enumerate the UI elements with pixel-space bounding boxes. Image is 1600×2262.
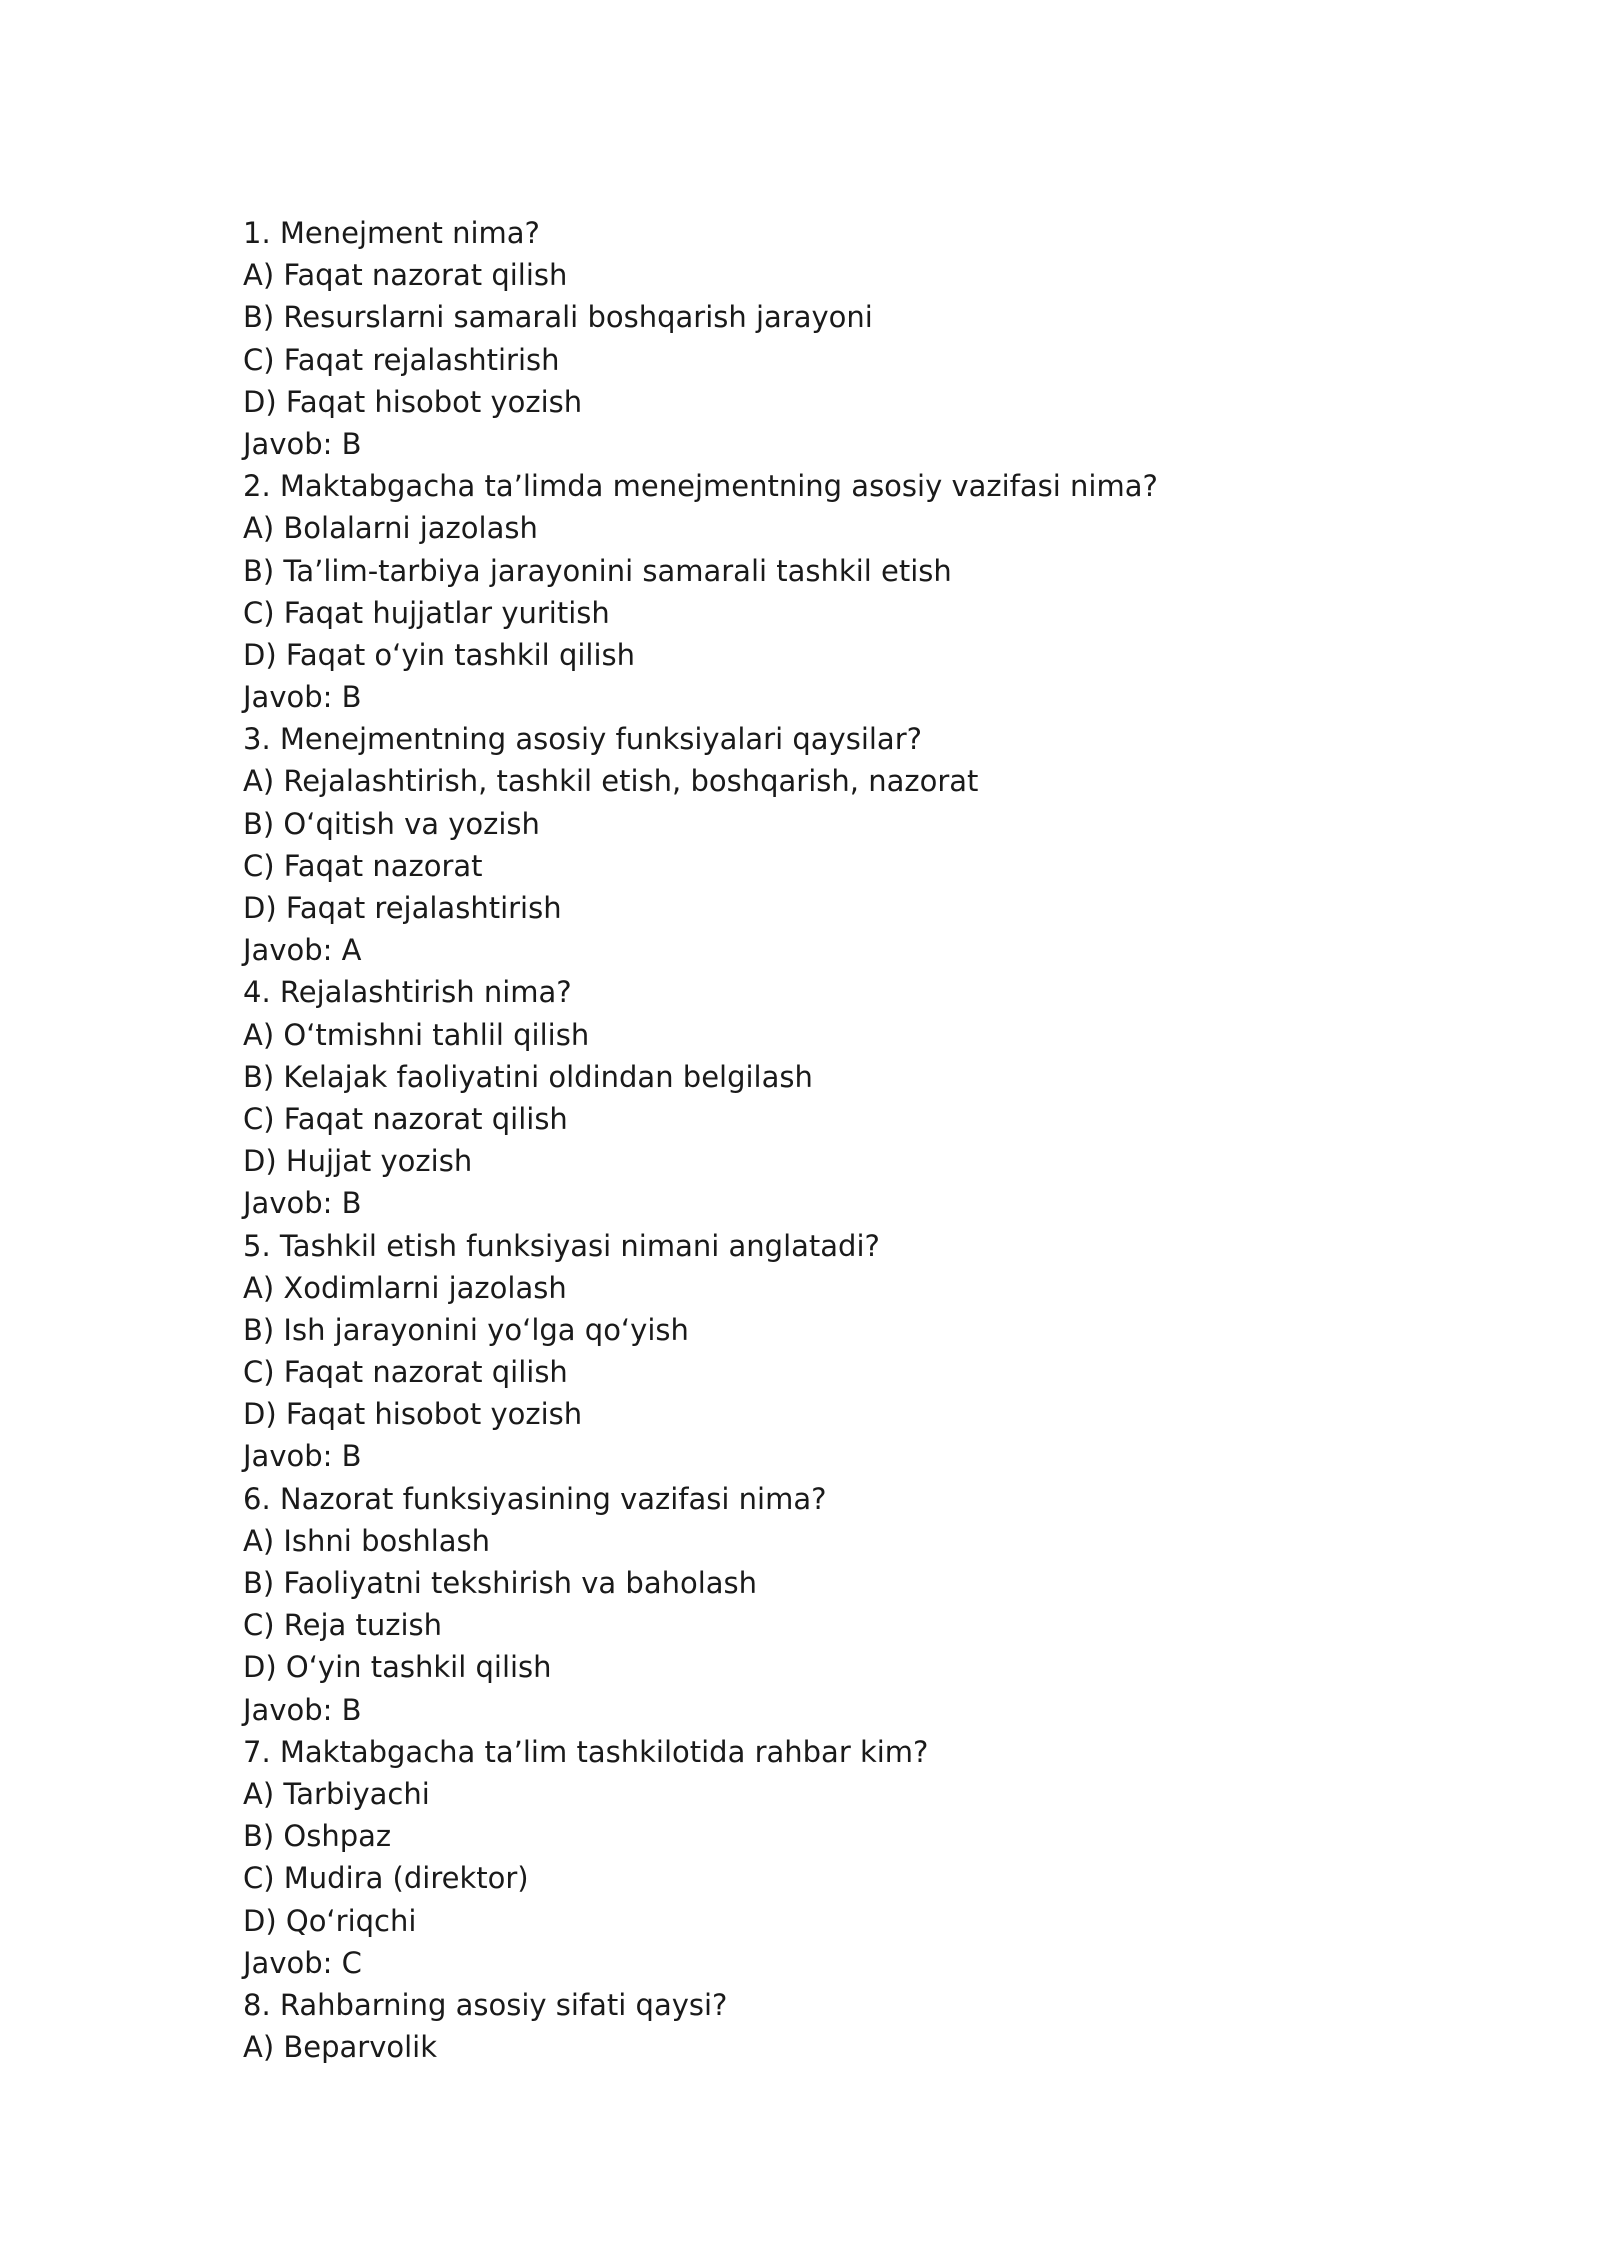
question-6-option-a: A) Ishni boshlash <box>243 1523 491 1558</box>
question-1: 1. Menejment nima? <box>243 216 540 250</box>
question-2-option-d: D) Faqat o‘yin tashkil qilish <box>243 637 636 672</box>
question-7-option-a: A) Tarbiyachi <box>243 1776 430 1811</box>
question-7-option-c: C) Mudira (direktor) <box>243 1861 529 1896</box>
question-7: 7. Maktabgacha ta’lim tashkilotida rahbar kim? <box>243 1734 929 1769</box>
question-7-option-d: D) Qo‘riqchi <box>243 1903 417 1938</box>
question-2-option-a: A) Bolalarni jazolash <box>243 511 538 546</box>
question-3-option-a: A) Rejalashtirish, tashkil etish, boshqarish, nazorat <box>243 764 979 799</box>
question-3: 3. Menejmentning asosiy funksiyalari qaysilar? <box>243 722 923 757</box>
question-3-option-d: D) Faqat rejalashtirish <box>243 891 562 925</box>
document-page <box>243 212 1443 2068</box>
question-5: 5. Tashkil etish funksiyasi nimani anglatadi? <box>243 1228 880 1263</box>
question-4-option-b: B) Kelajak faoliyatini oldindan belgilash <box>243 1059 813 1094</box>
question-2-answer: Javob: B <box>243 680 362 715</box>
question-4: 4. Rejalashtirish nima? <box>243 975 572 1010</box>
question-6-option-c: C) Reja tuzish <box>243 1608 443 1643</box>
question-1-option-d: D) Faqat hisobot yozish <box>243 384 583 419</box>
question-4-option-a: A) O‘tmishni tahlil qilish <box>243 1017 590 1052</box>
question-8-option-a: A) Beparvolik <box>243 2030 438 2065</box>
question-3-answer: Javob: A <box>243 933 362 968</box>
question-4-option-d: D) Hujjat yozish <box>243 1144 473 1179</box>
question-2-option-b: B) Ta’lim-tarbiya jarayonini samarali tashkil etish <box>243 553 952 588</box>
question-2: 2. Maktabgacha ta’limda menejmentning asosiy vazifasi nima? <box>243 469 1158 504</box>
question-6: 6. Nazorat funksiyasining vazifasi nima? <box>243 1481 827 1516</box>
question-8: 8. Rahbarning asosiy sifati qaysi? <box>243 1987 728 2022</box>
question-3-option-b: B) O‘qitish va yozish <box>243 806 540 841</box>
question-4-option-c: C) Faqat nazorat qilish <box>243 1101 568 1136</box>
question-4-answer: Javob: B <box>243 1186 362 1221</box>
question-1-option-a: A) Faqat nazorat qilish <box>243 258 568 293</box>
question-5-option-c: C) Faqat nazorat qilish <box>243 1355 568 1390</box>
question-7-option-b: B) Oshpaz <box>243 1819 392 1854</box>
question-5-option-d: D) Faqat hisobot yozish <box>243 1397 583 1432</box>
question-5-answer: Javob: B <box>243 1439 362 1474</box>
question-1-option-c: C) Faqat rejalashtirish <box>243 342 560 377</box>
question-6-answer: Javob: B <box>243 1692 362 1727</box>
question-2-option-c: C) Faqat hujjatlar yuritish <box>243 595 610 630</box>
question-7-answer: Javob: C <box>243 1945 362 1980</box>
question-6-option-d: D) O‘yin tashkil qilish <box>243 1650 552 1685</box>
question-3-option-c: C) Faqat nazorat <box>243 848 483 883</box>
question-5-option-a: A) Xodimlarni jazolash <box>243 1270 567 1305</box>
question-6-option-b: B) Faoliyatni tekshirish va baholash <box>243 1566 758 1600</box>
question-5-option-b: B) Ish jarayonini yo‘lga qo‘yish <box>243 1312 689 1347</box>
question-1-option-b: B) Resurslarni samarali boshqarish jarayoni <box>243 300 873 335</box>
question-1-answer: Javob: B <box>243 426 362 461</box>
